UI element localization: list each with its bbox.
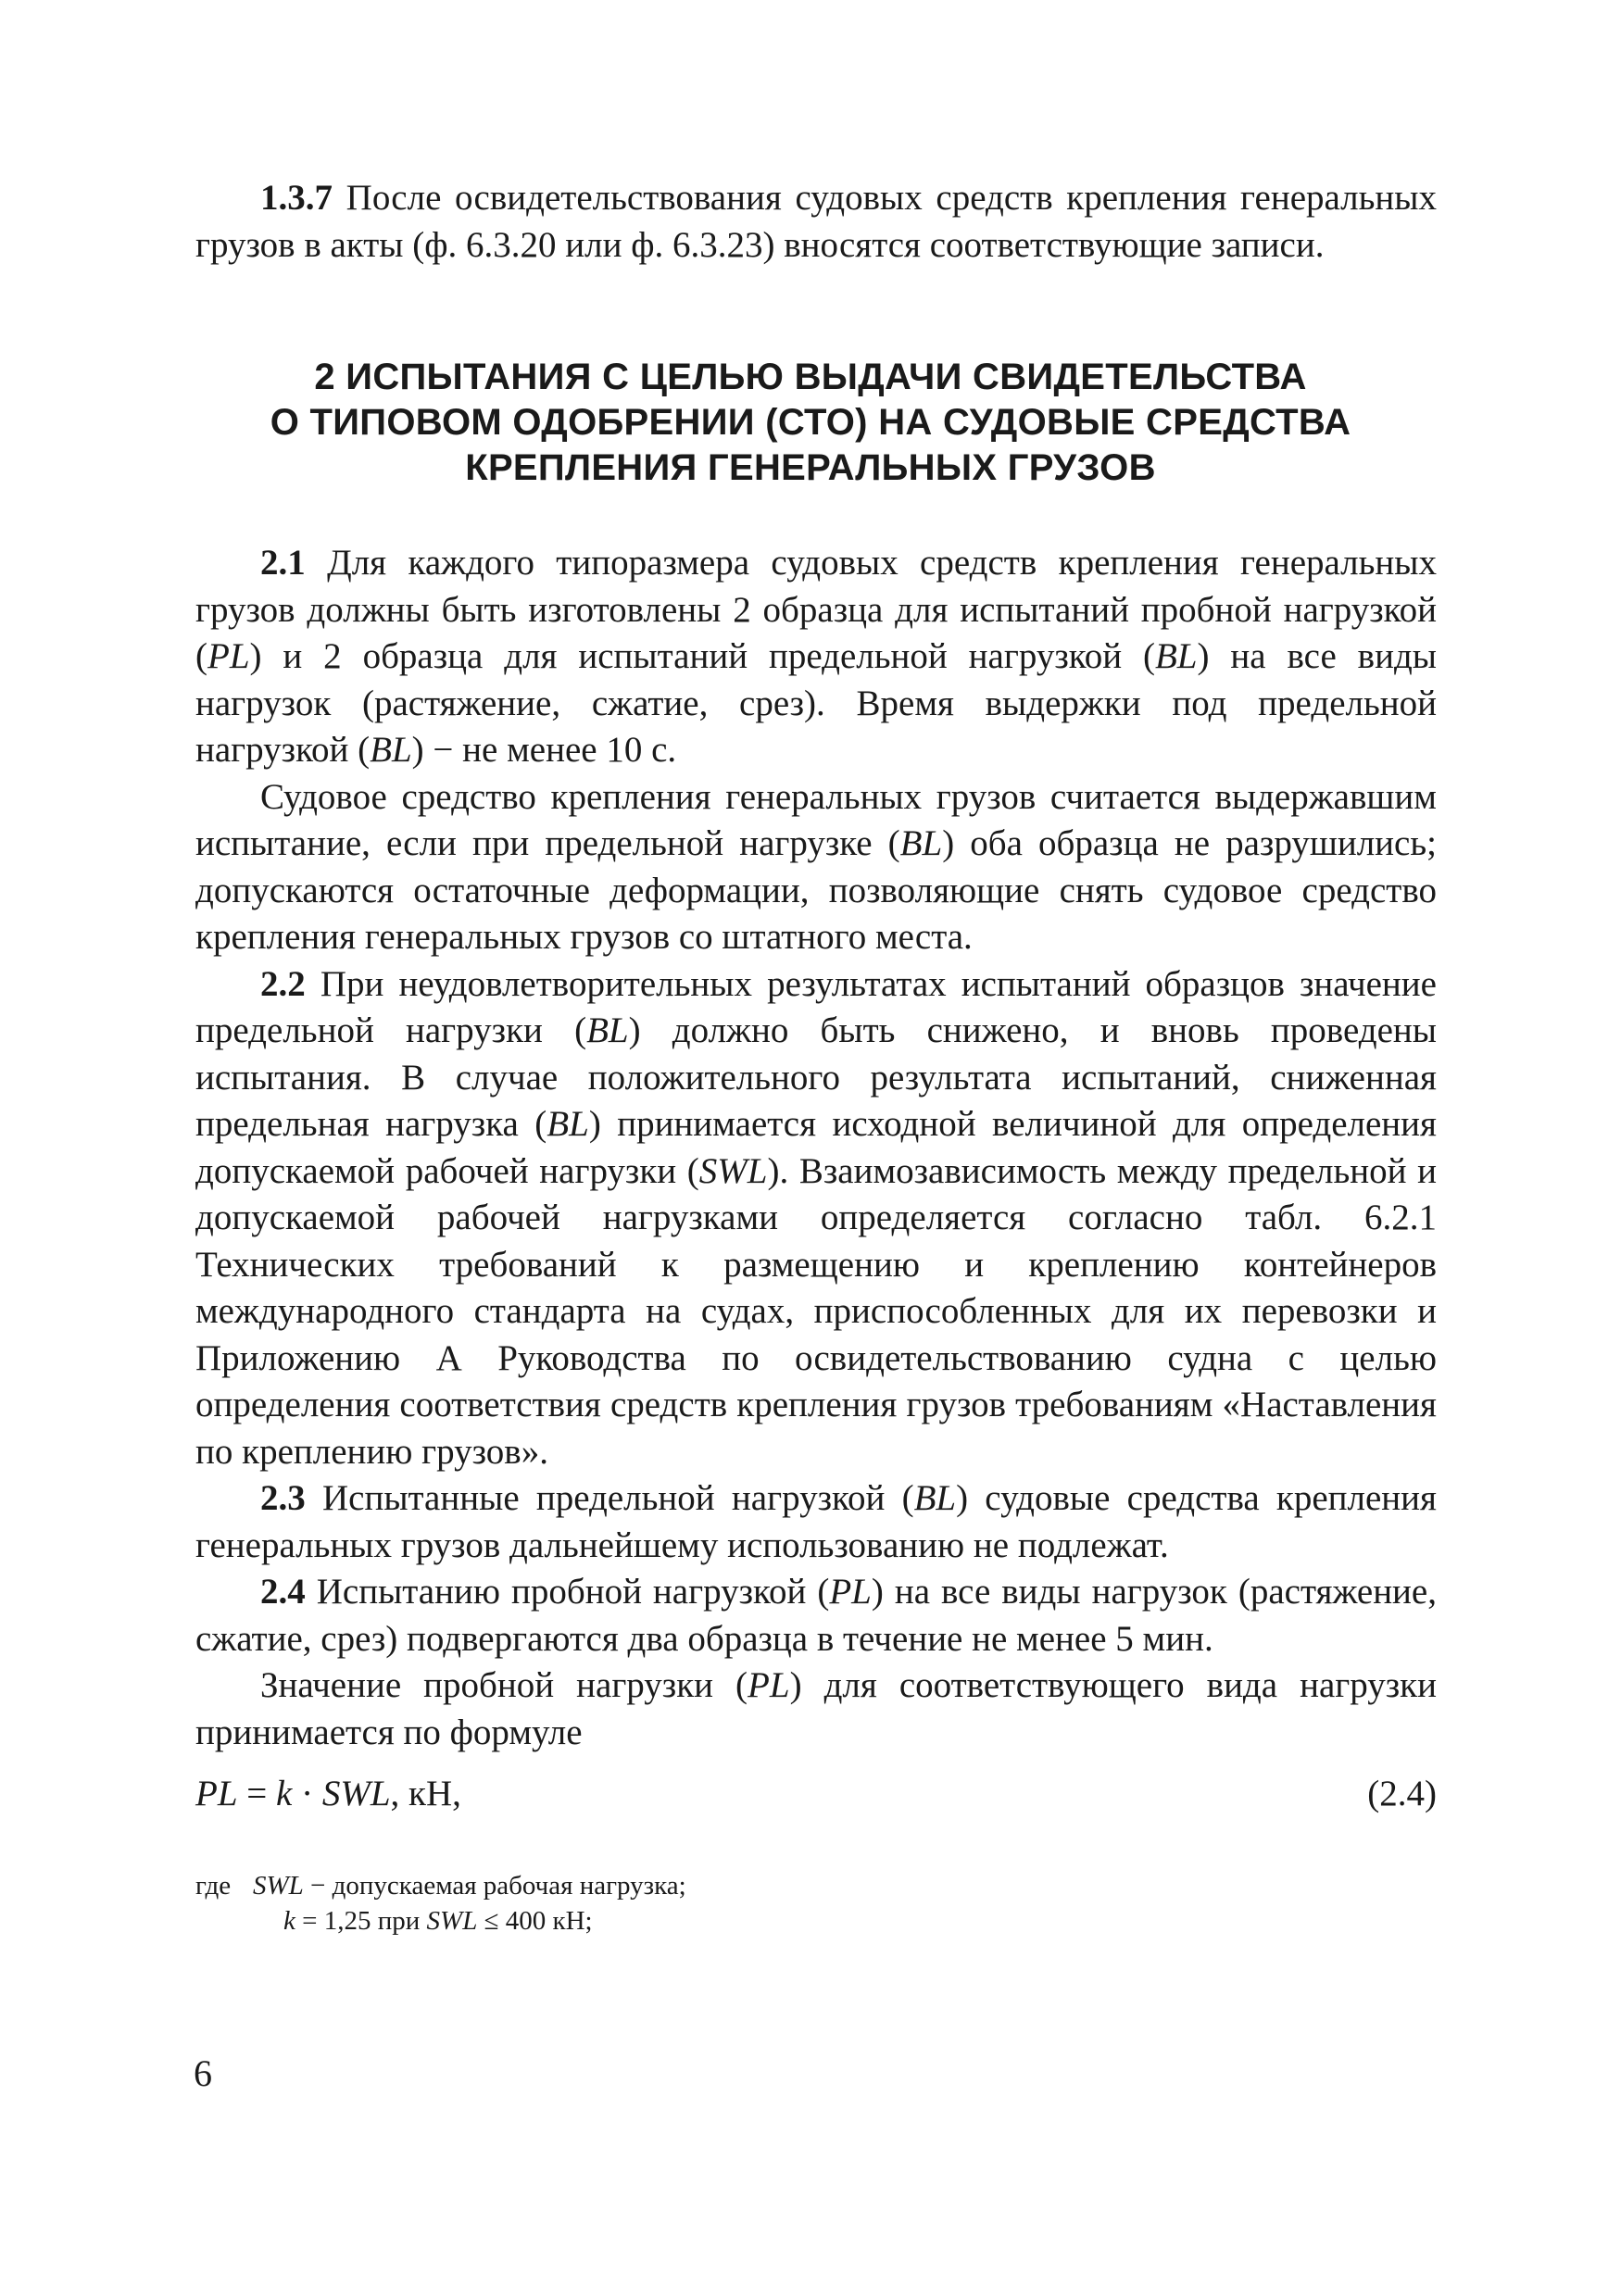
clause-number: 2.3 xyxy=(260,1478,306,1518)
clause-number: 1.3.7 xyxy=(260,178,333,218)
paragraph-text: ). Взаимозависимость между предельной и допускаемой рабочей нагрузками определяется согласно табл. 6.2.1 Технических требований к размещению и креплению контейнеров международного стандарта на судах, приспособленных для их перевозки и Приложению А Руководства по освидетельствованию судна с целью определения соответствия средств крепления грузов требованиям «Наставления по креплению грузов». xyxy=(195,1150,1437,1472)
term-swl: SWL xyxy=(698,1150,768,1191)
legend-description: − допускаемая рабочая нагрузка; xyxy=(303,1871,686,1901)
section-heading xyxy=(167,355,1454,491)
clause-number: 2.4 xyxy=(260,1572,306,1612)
heading-line-1: 2 ИСПЫТАНИЯ С ЦЕЛЬЮ ВЫДАЧИ СВИДЕТЕЛЬСТВА xyxy=(314,357,1307,397)
legend-term-swl: SWL xyxy=(426,1906,478,1936)
legend-line-k xyxy=(195,1903,686,1938)
term-bl: BL xyxy=(1154,636,1198,676)
term-pl: PL xyxy=(207,636,250,676)
legend-description: = 1,25 при xyxy=(295,1906,427,1936)
paragraph-1-3-7 xyxy=(195,175,1437,269)
formula-swl: SWL xyxy=(321,1774,391,1813)
page-number: 6 xyxy=(194,2052,212,2094)
paragraph-2-2 xyxy=(195,961,1437,1476)
paragraph-text: После освидетельствования судовых средств крепления генеральных грузов в акты (ф. 6.3.20 или ф. 6.3.23) вносятся соответствующие записи. xyxy=(195,178,1437,265)
paragraph-text: ) для соответствующего вида нагрузки принимается по формуле xyxy=(195,1665,1437,1752)
paragraph-text: Судовое средство крепления генеральных грузов считается выдержавшим испытание, если при предельной нагрузке ( xyxy=(195,776,1437,863)
paragraph-2-4 xyxy=(195,1569,1437,1662)
paragraph-2-1-continued xyxy=(195,774,1437,961)
term-bl: BL xyxy=(913,1478,957,1518)
heading-line-3: КРЕПЛЕНИЯ ГЕНЕРАЛЬНЫХ ГРУЗОВ xyxy=(465,447,1156,488)
paragraph-text: При неудовлетворительных результатах испытаний образцов значение предельной нагрузки ( xyxy=(195,963,1437,1050)
paragraph-text: ) оба образца не разрушились; допускаются остаточные деформации, позволяющие снять судовое средство крепления генеральных грузов со штатного места. xyxy=(195,823,1437,957)
formula-k: k xyxy=(276,1774,293,1813)
paragraph-text: ) судовые средства крепления генеральных грузов дальнейшему использованию не подлежат. xyxy=(195,1478,1437,1565)
paragraph-text: Испытанные предельной нагрузкой ( xyxy=(305,1478,914,1518)
paragraph-2-3 xyxy=(195,1475,1437,1569)
paragraph-2-4-continued xyxy=(195,1662,1437,1756)
clause-number: 2.2 xyxy=(260,963,306,1004)
section-1-3-7 xyxy=(195,175,1437,269)
paragraph-text: ) − не менее 10 с. xyxy=(411,730,677,770)
formula-dot: · xyxy=(292,1774,322,1813)
legend-term-k: k xyxy=(283,1906,295,1936)
paragraph-text: ) на все виды нагрузок (растяжение, сжатие, срез). Время выдержки под предельной нагрузкой ( xyxy=(195,636,1437,770)
legend-term-swl: SWL xyxy=(253,1871,304,1901)
term-pl: PL xyxy=(748,1665,790,1705)
paragraph-text: Значение пробной нагрузки ( xyxy=(260,1665,748,1705)
formula-legend xyxy=(195,1868,686,1938)
legend-condition: ≤ 400 кН; xyxy=(477,1906,593,1936)
term-bl: BL xyxy=(547,1104,589,1144)
paragraph-text: Для каждого типоразмера судовых средств крепления генеральных грузов должны быть изготовлены 2 образца для испытаний пробной нагрузкой ( xyxy=(195,543,1437,676)
paragraph-text: ) принимается исходной величиной для определения допускаемой рабочей нагрузки ( xyxy=(195,1104,1437,1191)
paragraph-2-1 xyxy=(195,540,1437,774)
formula-unit: , кН, xyxy=(390,1774,461,1813)
paragraph-text: ) должно быть снижено, и вновь проведены испытания. В случае положительного результата испытаний, сниженная предельная нагрузка ( xyxy=(195,1010,1438,1144)
term-bl: BL xyxy=(586,1010,629,1050)
term-bl: BL xyxy=(370,730,412,770)
paragraph-text: Испытанию пробной нагрузкой ( xyxy=(305,1572,830,1612)
equation-number: (2.4) xyxy=(1367,1774,1437,1813)
formula-equals: = xyxy=(237,1774,277,1813)
section-2-body xyxy=(195,540,1437,1756)
paragraph-text: ) на все виды нагрузок (растяжение, сжатие, срез) подвергаются два образца в течение не менее 5 мин. xyxy=(195,1572,1437,1659)
clause-number: 2.1 xyxy=(260,543,306,583)
legend-line-swl xyxy=(195,1868,686,1903)
term-bl: BL xyxy=(899,823,943,863)
term-pl: PL xyxy=(829,1572,872,1612)
paragraph-text: ) и 2 образца для испытаний предельной нагрузкой ( xyxy=(249,636,1155,676)
legend-where-word: где xyxy=(195,1871,232,1901)
heading-line-2: О ТИПОВОМ ОДОБРЕНИИ (СТО) НА СУДОВЫЕ СРЕДСТВА xyxy=(270,402,1351,443)
formula xyxy=(195,1771,461,1817)
formula-lhs: PL xyxy=(195,1774,238,1813)
